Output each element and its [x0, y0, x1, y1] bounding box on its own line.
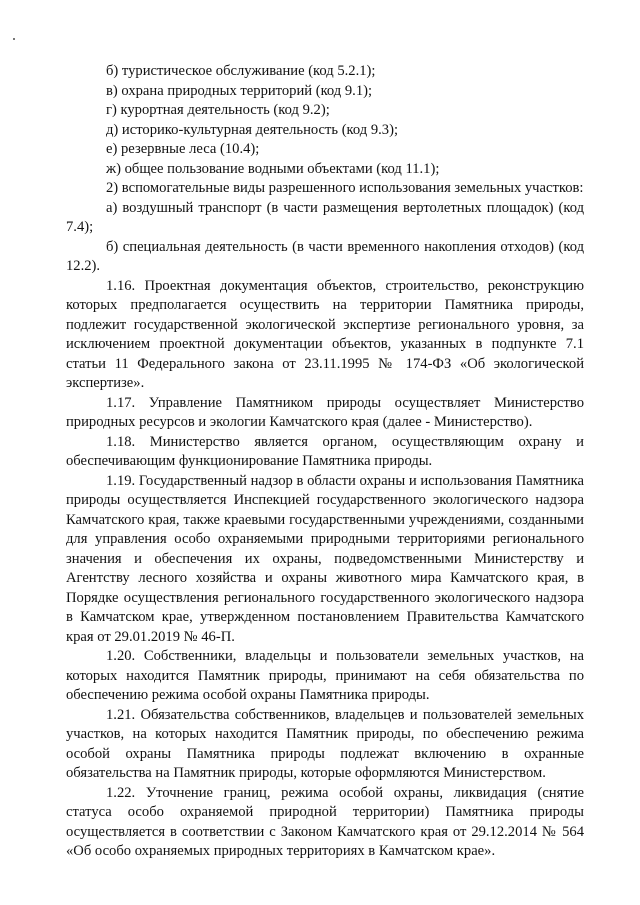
list-item-v: в) охрана природных территорий (код 9.1);	[106, 82, 373, 99]
auxiliary-use-a: а) воздушный транспорт (в части размещения вертолетных площадок) (код 7.4);	[66, 199, 584, 235]
list-item-g: г) курортная деятельность (код 9.2);	[106, 102, 330, 118]
list-item-b: б) туристическое обслуживание (код 5.2.1);	[106, 63, 376, 79]
paragraph-1-20: 1.20. Собственники, владельцы и пользователи земельных участков, на которых находится Памятник природы, принимают на себя обязательства по обеспечению режима особой охраны Памятника природы.	[66, 648, 584, 703]
scan-speck	[13, 38, 15, 40]
auxiliary-uses-heading: 2) вспомогательные виды разрешенного использования земельных участков:	[106, 180, 584, 196]
paragraph-1-22: 1.22. Уточнение границ, режима особой охраны, ликвидация (снятие статуса особо охраняемой природной территории) Памятника природы осуществляется в соответствии с Законом Камчатского края от 29.12.2014 № 564 «Об особо охраняемых природных территориях в Камчатском крае».	[66, 784, 584, 859]
auxiliary-use-b: б) специальная деятельность (в части временного накопления отходов) (код 12.2).	[66, 238, 584, 274]
paragraph-1-21: 1.21. Обязательства собственников, владельцев и пользователей земельных участков, на которых находится Памятник природы, по обеспечению режима особой охраны Памятника природы подлежат включению в охранные обязательства на Памятник природы, которые оформляются Министерством.	[66, 706, 584, 781]
document-page	[66, 62, 584, 862]
paragraph-1-19: 1.19. Государственный надзор в области охраны и использования Памятника природы осуществляется Инспекцией государственного экологического надзора Камчатского края, также краевыми государственными учреждениями, созданными для управления особо охраняемыми природными территориями регионального значения и обеспечения их охраны, подведомственными Министерству и Агентству лесного хозяйства и охраны животного мира Камчатского края, в Порядке осуществления регионального государственного экологического надзора в Камчатском крае, утвержденном постановлением Правительства Камчатского края от 29.01.2019 № 46-П.	[66, 472, 584, 645]
paragraph-1-18: 1.18. Министерство является органом, осуществляющим охрану и обеспечивающим функционирование Памятника природы.	[66, 433, 584, 469]
list-item-zh: ж) общее пользование водными объектами (код 11.1);	[106, 160, 440, 177]
paragraph-1-16: 1.16. Проектная документация объектов, строительство, реконструкцию которых предполагается осуществить на территории Памятника природы, подлежит государственной экологической экспертизе регионального уровня, за исключением проектной документации объектов, указанных в подпункте 7.1 статьи 11 Федерального закона от 23.11.1995 № 174-ФЗ «Об экологической экспертизе».	[66, 277, 584, 391]
list-item-d: д) историко-культурная деятельность (код 9.3);	[106, 121, 399, 138]
paragraph-1-17: 1.17. Управление Памятником природы осуществляет Министерство природных ресурсов и экологии Камчатского края (далее - Министерство).	[66, 394, 584, 430]
list-item-e: е) резервные леса (10.4);	[106, 141, 260, 157]
